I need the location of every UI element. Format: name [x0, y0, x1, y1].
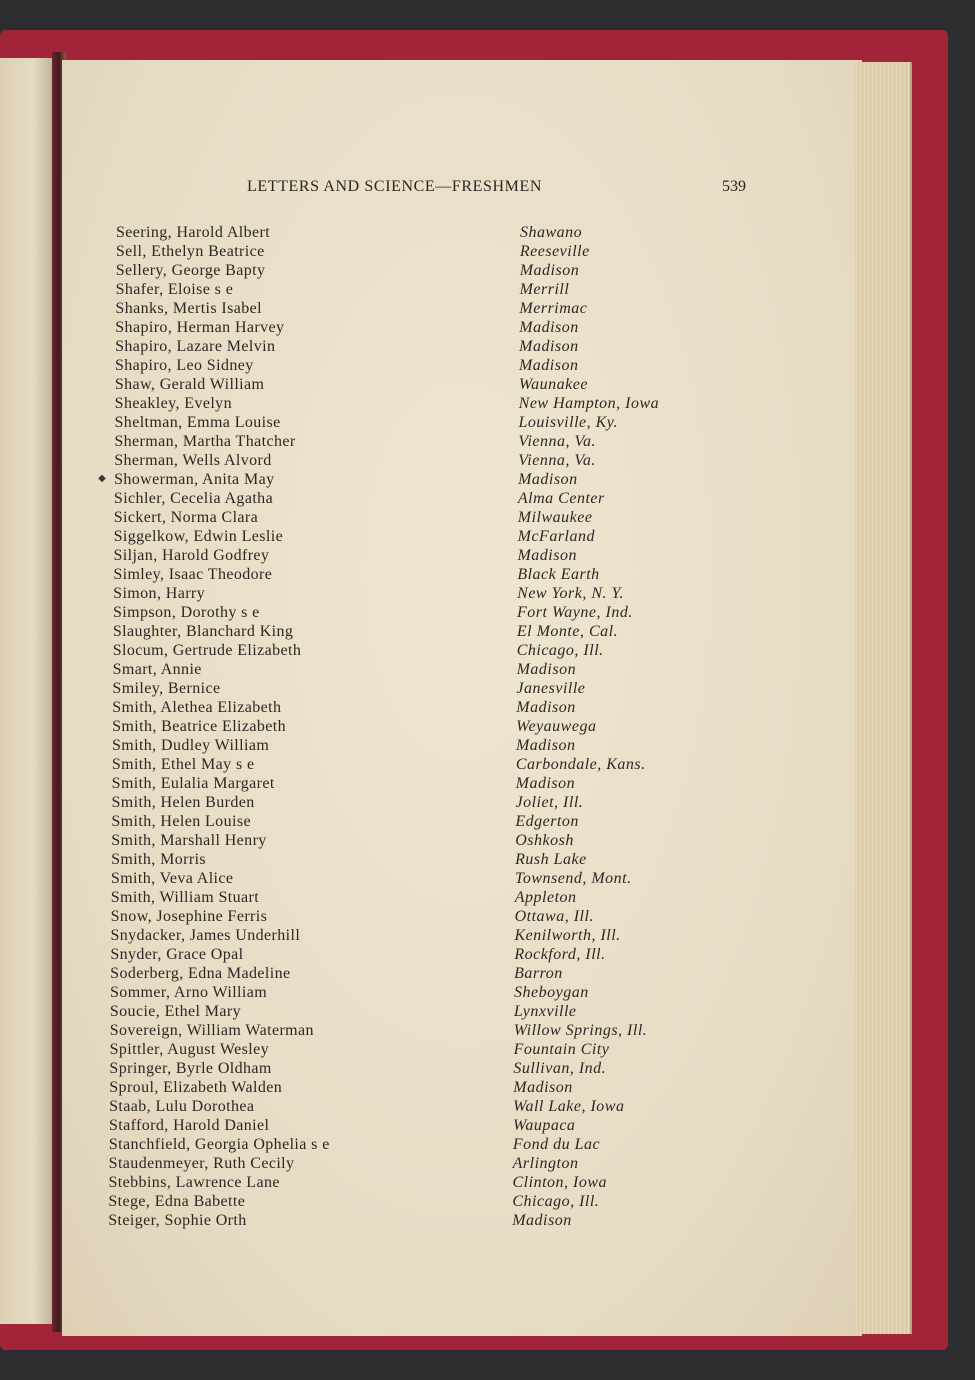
left-page-edge	[0, 58, 56, 1324]
hometown: Vienna, Va.	[518, 452, 596, 469]
page-number: 539	[722, 178, 746, 195]
list-item	[102, 946, 728, 965]
student-name: Snow, Josephine Ferris	[110, 908, 268, 925]
list-item	[107, 319, 728, 338]
hometown: Vienna, Va.	[518, 433, 596, 450]
hometown: Chicago, Ill.	[512, 1193, 600, 1210]
hometown: Appleton	[514, 889, 577, 906]
hometown: New Hampton, Iowa	[518, 395, 660, 412]
student-name: Siljan, Harold Godfrey	[113, 547, 270, 564]
list-item	[103, 813, 728, 832]
student-name: Smith, Marshall Henry	[111, 832, 267, 849]
student-name: Sell, Ethelyn Beatrice	[115, 243, 265, 260]
hometown: Kenilworth, Ill.	[514, 927, 621, 944]
student-name: Slocum, Gertrude Elizabeth	[112, 642, 302, 659]
student-name: Soderberg, Edna Madeline	[110, 965, 291, 982]
list-item	[107, 395, 728, 414]
list-item	[105, 547, 728, 566]
student-name: Slaughter, Blanchard King	[112, 623, 294, 640]
hometown: New York, N. Y.	[517, 585, 624, 602]
list-item	[104, 794, 729, 813]
list-item	[108, 281, 728, 300]
hometown: Madison	[515, 737, 576, 754]
student-name: Showerman, Anita May	[114, 471, 275, 488]
student-name: Shaw, Gerald William	[114, 376, 265, 393]
hometown: Sheboygan	[514, 984, 589, 1001]
student-name: Stanchfield, Georgia Ophelia s e	[108, 1136, 330, 1153]
hometown: Townsend, Mont.	[514, 870, 632, 887]
hometown: Madison	[519, 338, 579, 355]
hometown: Madison	[517, 547, 577, 564]
student-name: Sovereign, William Waterman	[109, 1022, 314, 1039]
student-name: Smith, Beatrice Elizabeth	[112, 718, 287, 735]
hometown: Milwaukee	[517, 509, 593, 526]
student-name: Sproul, Elizabeth Walden	[109, 1079, 283, 1096]
student-name: Springer, Byrle Oldham	[109, 1060, 272, 1077]
list-item	[103, 889, 728, 908]
list-item	[104, 775, 728, 794]
hometown: Alma Center	[517, 490, 605, 507]
hometown: Madison	[516, 699, 576, 716]
hometown: Madison	[518, 357, 579, 374]
hometown: Fond du Lac	[512, 1136, 601, 1153]
list-item	[105, 642, 728, 661]
student-name: Smith, Helen Burden	[111, 794, 255, 811]
hometown: El Monte, Cal.	[516, 623, 619, 640]
hometown: Black Earth	[517, 566, 600, 583]
page-edges	[855, 62, 912, 1334]
list-item	[102, 927, 728, 946]
list-item	[101, 1136, 728, 1155]
student-name: Staudenmeyer, Ruth Cecily	[108, 1155, 295, 1172]
student-name: Spittler, August Wesley	[109, 1041, 269, 1058]
hometown: Rockford, Ill.	[514, 946, 606, 963]
hometown: Merrimac	[519, 300, 588, 317]
student-name: Simpson, Dorothy s e	[113, 604, 260, 621]
list-item	[101, 1098, 728, 1117]
student-name: Shapiro, Lazare Melvin	[115, 338, 276, 355]
student-name: Sickert, Norma Clara	[113, 509, 259, 526]
student-name: Smith, Alethea Elizabeth	[112, 699, 282, 716]
list-item	[106, 452, 728, 471]
hometown: McFarland	[517, 528, 595, 545]
student-name: Shafer, Eloise s e	[115, 281, 234, 298]
hometown: Madison	[512, 1212, 572, 1229]
list-item	[108, 262, 728, 281]
list-item	[104, 680, 728, 699]
hometown: Louisville, Ky.	[518, 414, 618, 431]
list-item	[102, 1041, 728, 1060]
student-name: Smiley, Bernice	[112, 680, 221, 697]
list-item	[102, 965, 728, 984]
student-name: Sherman, Wells Alvord	[114, 452, 272, 469]
list-item	[106, 490, 728, 509]
student-name: Snydacker, James Underhill	[110, 927, 301, 944]
hometown: Chicago, Ill.	[516, 642, 604, 659]
student-name: Snyder, Grace Opal	[110, 946, 244, 963]
student-name: Sommer, Arno William	[110, 984, 268, 1001]
hometown: Carbondale, Kans.	[515, 756, 646, 773]
list-item	[101, 1174, 729, 1193]
hometown: Oshkosh	[515, 832, 574, 849]
hometown: Clinton, Iowa	[512, 1174, 608, 1191]
list-item	[104, 737, 728, 756]
list-item	[105, 623, 728, 642]
list-item	[101, 1117, 728, 1136]
student-name: Siggelkow, Edwin Leslie	[113, 528, 284, 545]
hometown: Joliet, Ill.	[515, 794, 584, 811]
student-name: Smith, Eulalia Margaret	[111, 775, 275, 792]
student-name: Sichler, Cecelia Agatha	[113, 490, 274, 507]
hometown: Madison	[515, 775, 576, 792]
hometown: Waunakee	[518, 376, 588, 393]
list-item	[104, 756, 728, 775]
student-list	[98, 224, 728, 1231]
list-item	[106, 433, 728, 452]
list-item	[103, 870, 728, 889]
hometown: Fort Wayne, Ind.	[517, 604, 633, 621]
hometown: Shawano	[520, 224, 583, 241]
student-name: Stafford, Harold Daniel	[108, 1117, 270, 1134]
student-name: Smith, Veva Alice	[110, 870, 234, 887]
student-name: Smith, Morris	[111, 851, 207, 868]
student-name: Sheakley, Evelyn	[114, 395, 232, 412]
header-title: LETTERS AND SCIENCE—FRESHMEN	[247, 178, 543, 195]
hometown: Waupaca	[512, 1117, 576, 1134]
hometown: Merrill	[519, 281, 570, 298]
hometown: Edgerton	[515, 813, 579, 830]
student-name: Smith, Dudley William	[111, 737, 270, 754]
student-name: Shapiro, Leo Sidney	[114, 357, 254, 374]
student-name: Shanks, Mertis Isabel	[115, 300, 263, 317]
student-name: Sherman, Martha Thatcher	[114, 433, 296, 450]
list-item	[100, 1212, 728, 1231]
pencil-mark-icon: ◆	[98, 473, 106, 484]
student-name: Smith, Helen Louise	[111, 813, 251, 830]
list-item	[104, 718, 728, 737]
hometown: Barron	[514, 965, 563, 982]
list-item	[106, 528, 728, 547]
student-name: Stebbins, Lawrence Lane	[108, 1174, 280, 1191]
list-item	[105, 604, 728, 623]
hometown: Madison	[513, 1079, 573, 1096]
hometown: Janesville	[516, 680, 586, 697]
list-item	[105, 585, 728, 604]
list-item	[102, 1022, 728, 1041]
list-item	[107, 338, 728, 357]
hometown: Ottawa, Ill.	[514, 908, 594, 925]
student-name: Sellery, George Bapty	[115, 262, 266, 279]
hometown: Willow Springs, Ill.	[513, 1022, 648, 1039]
list-item	[101, 1079, 728, 1098]
hometown: Rush Lake	[515, 851, 587, 868]
hometown: Wall Lake, Iowa	[513, 1098, 625, 1115]
list-item	[107, 414, 729, 433]
student-name: Smith, Ethel May s e	[111, 756, 255, 773]
student-name: Simon, Harry	[113, 585, 206, 602]
list-item	[106, 509, 728, 528]
list-item	[103, 908, 728, 927]
student-name: Smith, William Stuart	[110, 889, 260, 906]
hometown: Madison	[516, 661, 577, 678]
list-item	[101, 1060, 728, 1079]
list-item	[104, 699, 728, 718]
list-item	[108, 224, 728, 243]
student-name: Simley, Isaac Theodore	[113, 566, 273, 583]
list-item	[101, 1155, 728, 1174]
hometown: Sullivan, Ind.	[513, 1060, 607, 1077]
student-name: Shapiro, Herman Harvey	[115, 319, 285, 336]
list-item	[107, 376, 728, 395]
student-name: Steiger, Sophie Orth	[108, 1212, 247, 1229]
list-item	[105, 566, 728, 585]
list-item	[102, 1003, 728, 1022]
hometown: Fountain City	[513, 1041, 610, 1058]
student-name: Staab, Lulu Dorothea	[109, 1098, 255, 1115]
list-item	[105, 661, 728, 680]
hometown: Madison	[518, 471, 578, 488]
student-name: Sheltman, Emma Louise	[114, 414, 281, 431]
student-name: Stege, Edna Babette	[108, 1193, 246, 1210]
list-item	[108, 243, 728, 262]
hometown: Weyauwega	[516, 718, 597, 735]
list-item	[103, 832, 728, 851]
hometown: Arlington	[512, 1155, 579, 1172]
list-item	[100, 1193, 728, 1212]
student-name: Soucie, Ethel Mary	[109, 1003, 242, 1020]
list-item	[98, 471, 728, 490]
list-item	[102, 984, 728, 1003]
list-item	[107, 300, 728, 319]
hometown: Madison	[519, 262, 580, 279]
student-name: Seering, Harold Albert	[116, 224, 271, 241]
list-item	[107, 357, 728, 376]
hometown: Reeseville	[519, 243, 590, 260]
hometown: Madison	[519, 319, 579, 336]
list-item	[103, 851, 728, 870]
student-name: Smart, Annie	[112, 661, 202, 678]
hometown: Lynxville	[513, 1003, 577, 1020]
